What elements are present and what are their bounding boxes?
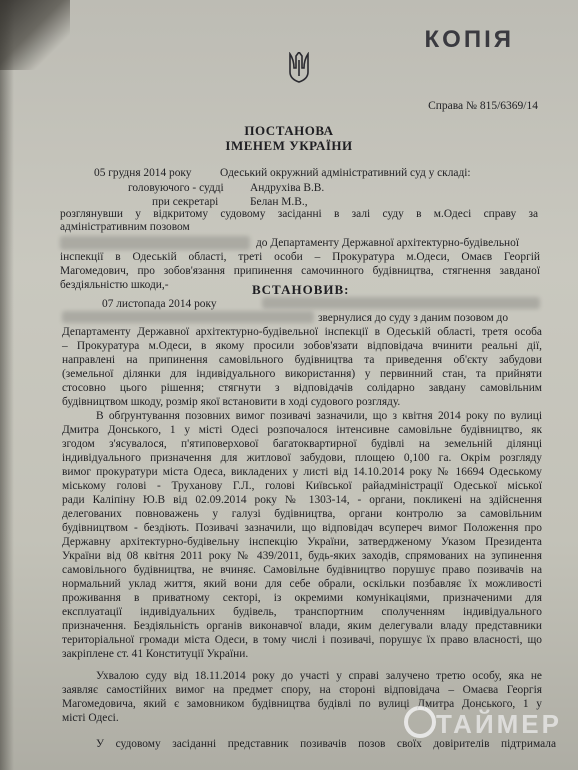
body-line-12: вимог прокуратури міста Одеса, викладених у листі від 14.10.2014 року № 16694 Одеському (62, 466, 542, 478)
claim-line-1: до Департаменту Державної архітектурно-будівельної (256, 237, 520, 249)
case-number: Справа № 815/6369/14 (428, 100, 538, 112)
body-line-0: 07 листопада 2014 року (102, 298, 217, 310)
body-line-10: згодом з'ясувалося, п'ятиповерхової багатоквартирної будівлі на земельній ділянці (62, 438, 542, 450)
body-line-17: Державну архітектурно-будівельну інспекцію України, затвердженому Указом Президента (62, 536, 542, 548)
photo-edge-shadow (0, 0, 14, 770)
secretary-label: при секретарі (152, 196, 219, 208)
body-line-3: – Прокуратура м.Одеси, в якому просили зобов'язати відповідача вчинити реальні дії, (62, 340, 542, 352)
body-line-26: Ухвалою суду від 18.11.2014 року до участі у справі залучено третю особу, яка не (96, 670, 542, 682)
body-line-27: заявляє самостійних вимог на предмет спору, на стороні відповідача – Омаєва Георгія (62, 684, 542, 696)
claim-line-4: бездіяльністю шкоди,- (60, 279, 169, 291)
body-line-5: (земельної ділянки для індивідуального використання) у первинний стан, та прийняти (62, 368, 542, 380)
body-line-4: направлені на припинення самовільного будівництва та приведення об'єкту забудови (62, 354, 542, 366)
body-line-29: місті Одесі. (62, 712, 119, 724)
presiding-name: Андрухіва В.В. (250, 182, 325, 194)
body-line-1: звернулися до суду з даним позовом до (318, 312, 509, 324)
redacted-name-2 (62, 311, 314, 323)
body-line-20: нормальний уклад життя, який вони для себе обрали, оскільки позбавляє їх можливості (62, 578, 542, 590)
body-line-15: делегованих повноважень у галузі будівництва, органи контролю за самовільним (62, 508, 542, 520)
body-line-28: Магомедовича, який є замовником будівництва будівлі по вулиці Дмитра Донського, 1 у (62, 698, 542, 710)
body-line-13: міському голові - Труханову Г.Л., голові Київської райадміністрації Одеської міської (62, 480, 542, 492)
considering-line-1: розглянувши у відкритому судовому засіданні в залі суду в м.Одесі справу за (60, 208, 538, 220)
body-line-24: територіальної громади міста Одеси, в тому числі і позивачі, порушує їх право власності, що (62, 634, 542, 646)
presiding-label: головуючого - судді (128, 182, 224, 194)
court-date: 05 грудня 2014 року (94, 167, 192, 179)
body-line-7: будівництвом шкоду, розмір якої встановити в ході судового розгляду. (62, 396, 401, 408)
trident-icon (288, 52, 310, 84)
body-line-22: експлуатації індивідуальних будівель, транспортним сполученням індивідуального (62, 606, 542, 618)
body-line-2: Департаменту Державної архітектурно-будівельної інспекції в Одеській області, третя особа (62, 326, 542, 338)
document-title: ПОСТАНОВА (244, 123, 334, 138)
redacted-name-1 (262, 297, 540, 309)
secretary-name: Белан М.В., (250, 196, 308, 208)
body-line-14: ради Каліпіну Ю.В від 02.09.2014 року № 1303-14, - органи, покликені на здійснення (62, 494, 542, 506)
body-line-6: стосовно цього рішення; стягнути з відповідачів солідарно завдану самовільним (62, 382, 542, 394)
body-line-9: Дмитра Донського, 1 у місті Одесі розпочалося інтенсивне самовільне будівництво, як (62, 424, 542, 436)
watermark-logo-icon (404, 706, 436, 738)
body-line-19: самовільного будівництва, не вчиняє. Самовільне будівництво порушує право позивачів на (62, 564, 542, 576)
established-heading: ВСТАНОВИВ: (252, 282, 350, 297)
considering-line-2: адміністративним позовом (60, 221, 190, 233)
redacted-plaintiffs (60, 236, 250, 250)
body-line-23: призначення. Бездіяльність органів виконавчої влади, яким делегували владу представники (62, 620, 542, 632)
body-line-30: У судовому засіданні представник позивачів позов своїх довірителів підтримала (96, 738, 556, 750)
document-subtitle: ІМЕНЕМ УКРАЇНИ (225, 138, 353, 153)
body-line-8: В обґрунтування позовних вимог позивачі зазначили, що з квітня 2014 року по вулиці (96, 410, 542, 422)
copy-stamp: КОПІЯ (424, 26, 514, 53)
body-line-16: будівництвом - бездіють. Позивачі зазначили, що відповідач всупереч вимог Положення про (62, 522, 542, 534)
body-line-18: України від 08 квітня 2011 року № 439/2011, будь-яких заходів, спрямованих на зупинення (62, 550, 542, 562)
body-line-11: індивідуального призначення для житлової забудови, площею 0,100 га. Окрім розгляду (62, 452, 542, 464)
claim-line-2: інспекції в Одеській області, треті особи – Прокуратура м.Одеси, Омаєв Георгій (60, 251, 540, 263)
claim-line-3: Магомедович, про зобов'язання припинення самочинного будівництва, стягнення завданої (60, 265, 540, 277)
body-line-21: проживання в приватному секторі, із окремими комунікаціями, призначеними для (62, 592, 542, 604)
watermark: ТАЙМЕР (435, 709, 562, 739)
body-line-25: закріплене ст. 41 Конституції України. (62, 648, 249, 660)
court-text: Одеський окружний адміністративний суд у складі: (220, 167, 471, 179)
